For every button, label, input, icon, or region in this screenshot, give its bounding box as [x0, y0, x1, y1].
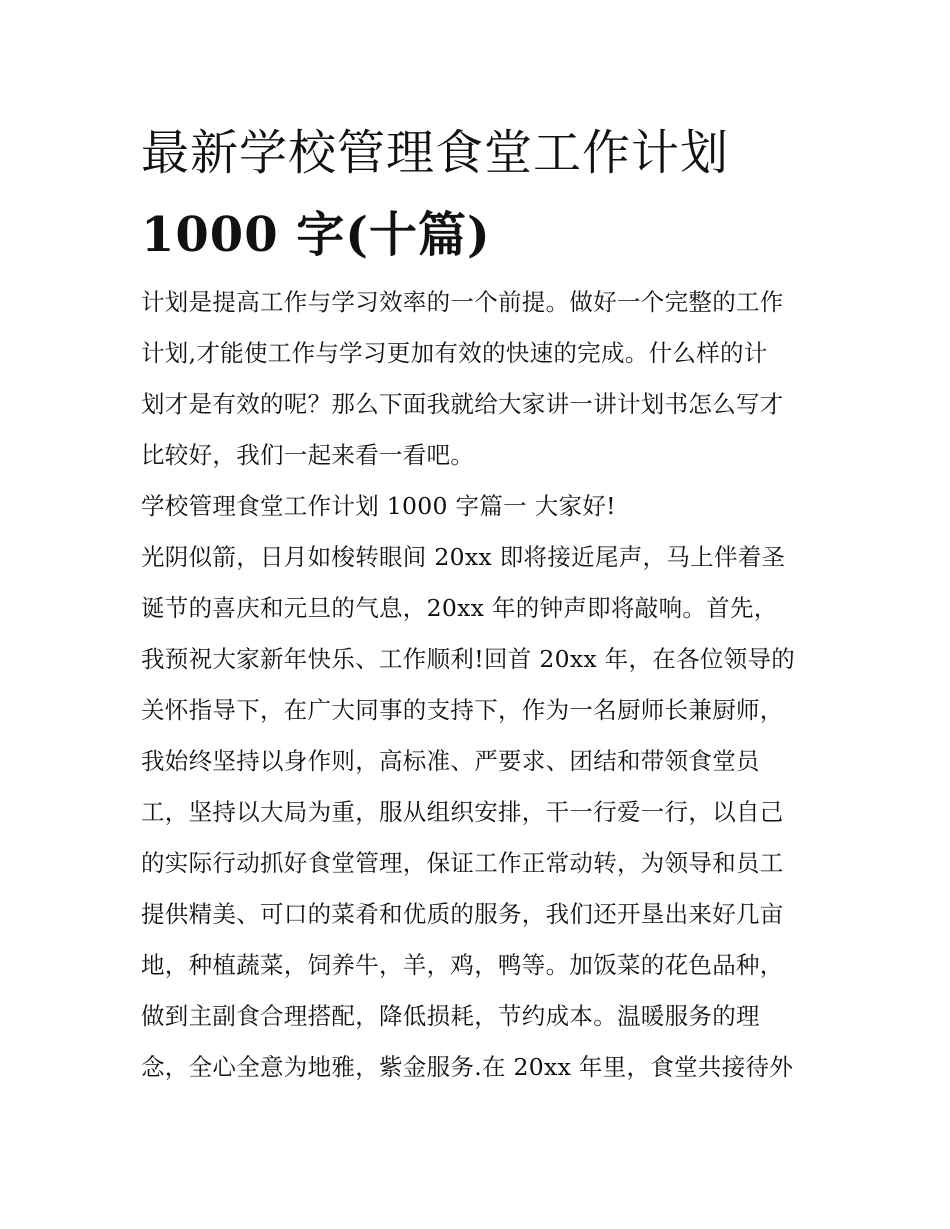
section-heading-line: 学校管理食堂工作计划 1000 字篇一 大家好! — [141, 492, 616, 520]
text-line: 提供精美、可口的菜肴和优质的服务，我们还开垦出来好几亩 — [141, 900, 784, 928]
text-line: 关怀指导下，在广大同事的支持下，作为一名厨师长兼厨师， — [141, 696, 784, 724]
text-line: 我始终坚持以身作则，高标准、严要求、团结和带领食堂员 — [141, 747, 760, 775]
text-line: 的实际行动抓好食堂管理，保证工作正常动转，为领导和员工 — [141, 849, 784, 877]
text-line: 划才是有效的呢？那么下面我就给大家讲一讲计划书怎么写才 — [141, 390, 784, 418]
title-line-1: 最新学校管理食堂工作计划 — [141, 125, 730, 181]
text-line: 地，种植蔬菜，饲养牛，羊，鸡，鸭等。加饭菜的花色品种， — [141, 951, 784, 979]
text-line: 诞节的喜庆和元旦的气息，20xx 年的钟声即将敲响。首先， — [141, 594, 778, 622]
text-line: 工，坚持以大局为重，服从组织安排，干一行爱一行，以自己 — [141, 798, 784, 826]
text-line: 计划,才能使工作与学习更加有效的快速的完成。什么样的计 — [141, 339, 768, 367]
text-line: 念，全心全意为地雅，紫金服务.在 20xx 年里，食堂共接待外 — [141, 1053, 794, 1081]
page-title — [141, 112, 841, 276]
body-text — [141, 277, 821, 1093]
text-line: 光阴似箭，日月如梭转眼间 20xx 即将接近尾声，马上伴着圣 — [141, 543, 786, 571]
title-line-2: 1000 字(十篇) — [141, 207, 491, 263]
text-line: 我预祝大家新年快乐、工作顺利!回首 20xx 年，在各位领导的 — [141, 645, 796, 673]
text-line: 计划是提高工作与学习效率的一个前提。做好一个完整的工作 — [141, 288, 784, 316]
text-line: 做到主副食合理搭配，降低损耗，节约成本。温暖服务的理 — [141, 1002, 760, 1030]
text-line: 比较好，我们一起来看一看吧。 — [141, 441, 475, 469]
